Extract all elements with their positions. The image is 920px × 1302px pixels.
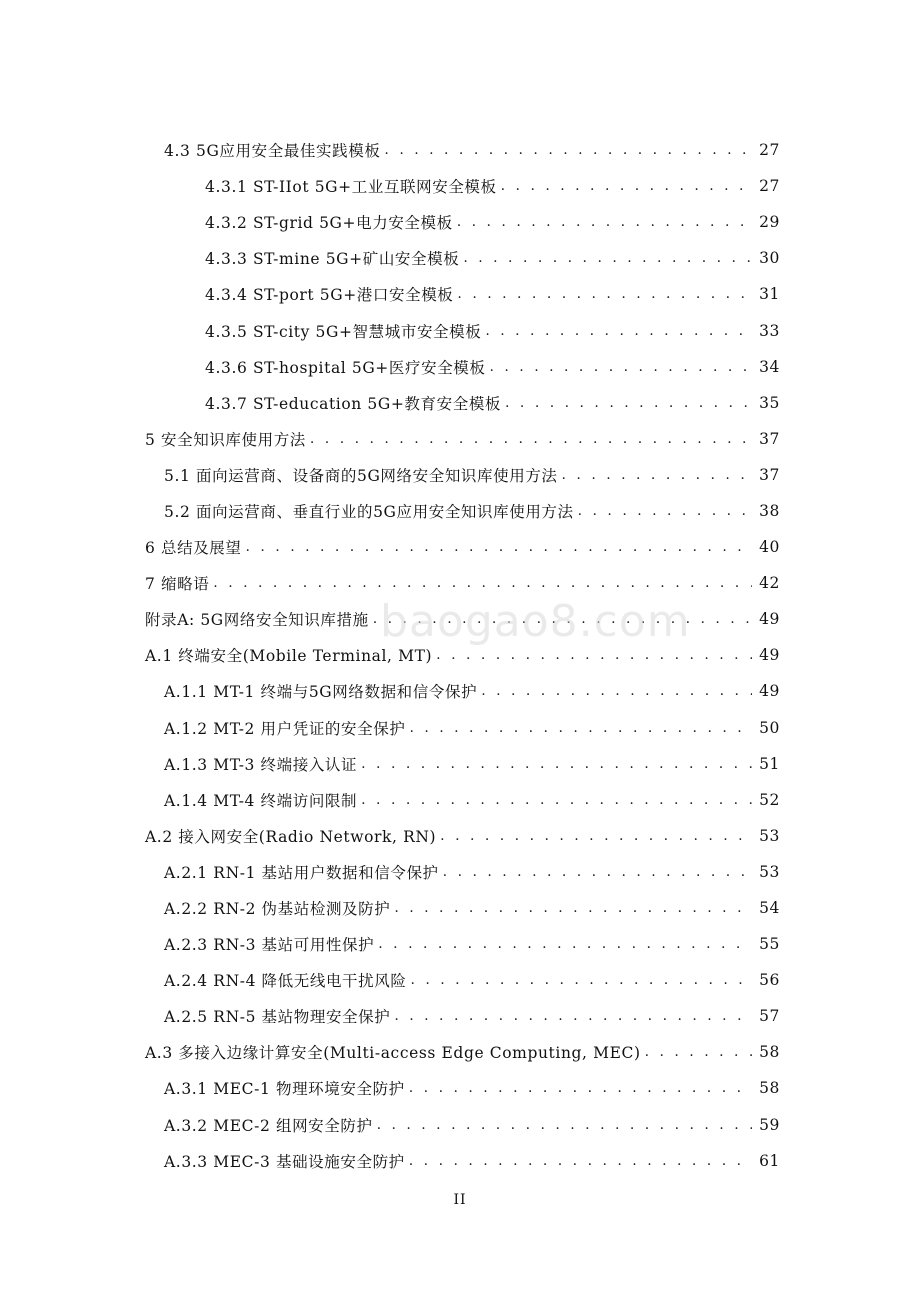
toc-entry[interactable] bbox=[0, 385, 920, 421]
toc-entry-page: 49 bbox=[759, 682, 780, 701]
toc-entry-title: A.2.4 RN-4 降低无线电干扰风险 bbox=[164, 972, 407, 991]
toc-entry-page: 53 bbox=[759, 862, 780, 881]
toc-dot-leader bbox=[384, 142, 752, 158]
toc-entry[interactable] bbox=[0, 276, 920, 312]
toc-entry-title: 4.3.1 ST-IIot 5G+工业互联网安全模板 bbox=[205, 178, 497, 197]
toc-dot-leader bbox=[409, 720, 752, 736]
toc-entry-title: 7 缩略语 bbox=[145, 575, 210, 594]
toc-entry-page: 38 bbox=[759, 501, 780, 520]
toc-entry-page: 35 bbox=[759, 393, 780, 412]
toc-entry-page: 49 bbox=[759, 610, 780, 629]
toc-entry[interactable] bbox=[0, 818, 920, 854]
toc-entry-page: 52 bbox=[759, 790, 780, 809]
toc-dot-leader bbox=[373, 611, 752, 627]
toc-dot-leader bbox=[361, 792, 752, 808]
toc-entry-title: A.1.3 MT-3 终端接入认证 bbox=[164, 755, 358, 774]
toc-entry-title: A.3 多接入边缘计算安全(Multi-access Edge Computing, MEC) bbox=[145, 1044, 641, 1063]
toc-entry-title: 4.3.7 ST-education 5G+教育安全模板 bbox=[205, 394, 502, 413]
toc-entry[interactable] bbox=[0, 529, 920, 565]
toc-entry[interactable] bbox=[0, 421, 920, 457]
toc-entry[interactable] bbox=[0, 746, 920, 782]
toc-entry-title: 4.3.3 ST-mine 5G+矿山安全模板 bbox=[205, 250, 460, 269]
toc-dot-leader bbox=[485, 323, 752, 339]
toc-entry-page: 58 bbox=[759, 1043, 780, 1062]
toc-entry-title: 4.3.4 ST-port 5G+港口安全模板 bbox=[205, 286, 454, 305]
toc-dot-leader bbox=[505, 395, 752, 411]
toc-entry-page: 37 bbox=[759, 429, 780, 448]
toc-entry[interactable] bbox=[0, 1143, 920, 1179]
toc-entry-page: 53 bbox=[759, 826, 780, 845]
toc-dot-leader bbox=[501, 178, 752, 194]
toc-entry[interactable] bbox=[0, 1070, 920, 1106]
toc-dot-leader bbox=[440, 828, 752, 844]
toc-entry[interactable] bbox=[0, 710, 920, 746]
toc-entry-page: 40 bbox=[759, 538, 780, 557]
toc-entry-page: 55 bbox=[759, 935, 780, 954]
toc-entry[interactable] bbox=[0, 854, 920, 890]
toc-entry-title: A.2 接入网安全(Radio Network, RN) bbox=[145, 827, 437, 846]
toc-entry-page: 59 bbox=[759, 1115, 780, 1134]
toc-entry[interactable] bbox=[0, 673, 920, 709]
toc-dot-leader bbox=[490, 359, 753, 375]
toc-entry[interactable] bbox=[0, 493, 920, 529]
toc-entry-title: A.2.5 RN-5 基站物理安全保护 bbox=[164, 1008, 391, 1027]
watermark: baogao8.com bbox=[380, 596, 691, 647]
toc-entry-title: 附录A: 5G网络安全知识库措施 bbox=[145, 611, 369, 630]
toc-dot-leader bbox=[394, 900, 752, 916]
toc-dot-leader bbox=[578, 503, 752, 519]
toc-entry-title: A.1 终端安全(Mobile Terminal, MT) bbox=[145, 647, 433, 666]
toc-entry-page: 49 bbox=[759, 646, 780, 665]
toc-entry[interactable] bbox=[0, 312, 920, 348]
toc-entry[interactable] bbox=[0, 1107, 920, 1143]
toc-entry-page: 61 bbox=[759, 1151, 780, 1170]
toc-dot-leader bbox=[377, 1117, 752, 1133]
toc-entry[interactable] bbox=[0, 890, 920, 926]
toc-dot-leader bbox=[443, 864, 752, 880]
toc-entry-page: 29 bbox=[759, 213, 780, 232]
toc-entry-title: A.1.4 MT-4 终端访问限制 bbox=[164, 791, 358, 810]
toc-entry-title: A.3.3 MEC-3 基础设施安全防护 bbox=[164, 1152, 405, 1171]
toc-entry-page: 31 bbox=[759, 285, 780, 304]
toc-entry-title: A.2.2 RN-2 伪基站检测及防护 bbox=[164, 900, 391, 919]
toc-entry[interactable] bbox=[0, 601, 920, 637]
toc-entry-title: 4.3.5 ST-city 5G+智慧城市安全模板 bbox=[205, 322, 482, 341]
toc-entry-page: 27 bbox=[759, 141, 780, 160]
toc-entry-page: 30 bbox=[759, 249, 780, 268]
toc-entry[interactable] bbox=[0, 204, 920, 240]
toc-entry-page: 57 bbox=[759, 1007, 780, 1026]
toc-entry-page: 54 bbox=[759, 899, 780, 918]
toc-entry-page: 37 bbox=[759, 465, 780, 484]
toc-entry-title: 4.3.2 ST-grid 5G+电力安全模板 bbox=[205, 214, 453, 233]
table-of-contents bbox=[0, 132, 920, 1179]
toc-entry-title: A.3.1 MEC-1 物理环境安全防护 bbox=[164, 1080, 405, 1099]
toc-dot-leader bbox=[436, 647, 752, 663]
toc-entry-title: 6 总结及展望 bbox=[145, 539, 242, 558]
toc-entry-page: 50 bbox=[759, 718, 780, 737]
toc-entry-title: A.2.3 RN-3 基站可用性保护 bbox=[164, 936, 375, 955]
toc-entry[interactable] bbox=[0, 637, 920, 673]
toc-entry[interactable] bbox=[0, 240, 920, 276]
toc-entry-title: 4.3.6 ST-hospital 5G+医疗安全模板 bbox=[205, 358, 486, 377]
toc-entry[interactable] bbox=[0, 998, 920, 1034]
toc-entry[interactable] bbox=[0, 926, 920, 962]
toc-entry-title: 5.2 面向运营商、垂直行业的5G应用安全知识库使用方法 bbox=[164, 502, 574, 521]
toc-entry-page: 58 bbox=[759, 1079, 780, 1098]
toc-entry-title: A.2.1 RN-1 基站用户数据和信令保护 bbox=[164, 863, 439, 882]
toc-entry[interactable] bbox=[0, 349, 920, 385]
toc-entry[interactable] bbox=[0, 1034, 920, 1070]
toc-dot-leader bbox=[361, 756, 752, 772]
toc-entry[interactable] bbox=[0, 565, 920, 601]
toc-dot-leader bbox=[246, 539, 753, 555]
toc-entry[interactable] bbox=[0, 782, 920, 818]
toc-entry-page: 33 bbox=[759, 321, 780, 340]
toc-dot-leader bbox=[410, 972, 752, 988]
toc-entry-page: 51 bbox=[759, 754, 780, 773]
toc-entry-title: A.1.1 MT-1 终端与5G网络数据和信令保护 bbox=[164, 683, 478, 702]
toc-entry-page: 42 bbox=[759, 574, 780, 593]
toc-dot-leader bbox=[645, 1044, 752, 1060]
toc-dot-leader bbox=[409, 1080, 752, 1096]
toc-dot-leader bbox=[481, 683, 752, 699]
toc-dot-leader bbox=[213, 575, 752, 591]
toc-dot-leader bbox=[310, 431, 752, 447]
toc-entry-title: A.3.2 MEC-2 组网安全防护 bbox=[164, 1116, 373, 1135]
toc-entry[interactable] bbox=[0, 132, 920, 168]
toc-dot-leader bbox=[457, 214, 752, 230]
toc-entry-page: 27 bbox=[759, 177, 780, 196]
toc-dot-leader bbox=[463, 250, 752, 266]
toc-dot-leader bbox=[378, 936, 752, 952]
toc-entry-page: 56 bbox=[759, 971, 780, 990]
toc-entry-title: 5.1 面向运营商、设备商的5G网络安全知识库使用方法 bbox=[164, 466, 558, 485]
toc-entry-title: A.1.2 MT-2 用户凭证的安全保护 bbox=[164, 719, 406, 738]
toc-entry-title: 4.3 5G应用安全最佳实践模板 bbox=[164, 142, 381, 161]
toc-dot-leader bbox=[409, 1153, 752, 1169]
toc-entry[interactable] bbox=[0, 168, 920, 204]
toc-dot-leader bbox=[394, 1008, 752, 1024]
toc-dot-leader bbox=[457, 286, 752, 302]
toc-entry[interactable] bbox=[0, 457, 920, 493]
toc-dot-leader bbox=[562, 467, 752, 483]
toc-entry-title: 5 安全知识库使用方法 bbox=[145, 430, 306, 449]
toc-entry[interactable] bbox=[0, 962, 920, 998]
toc-entry-page: 34 bbox=[759, 357, 780, 376]
page-number: II bbox=[453, 1192, 467, 1208]
